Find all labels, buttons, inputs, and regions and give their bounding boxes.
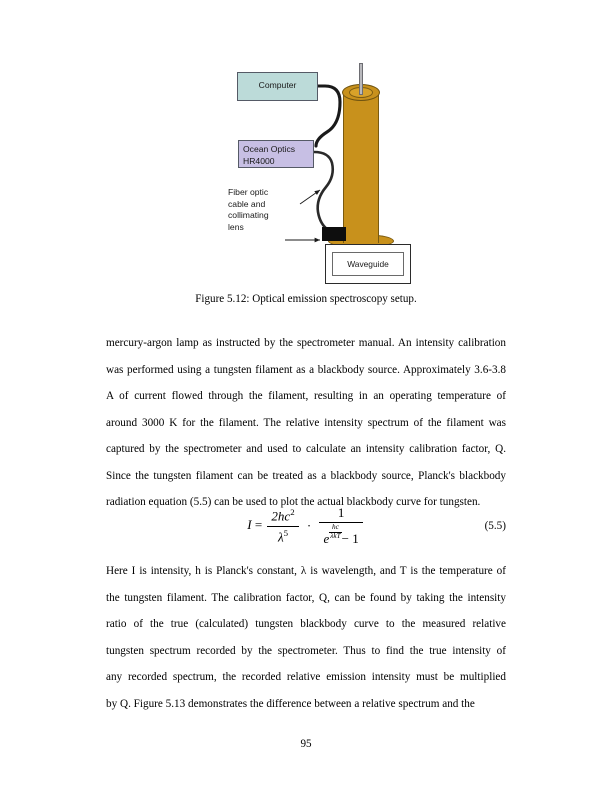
frac2-den-base: e [323, 531, 330, 547]
spectrometer-line-1: Ocean Optics [243, 144, 296, 154]
fiber-label-line-1: Fiber optic [228, 187, 269, 197]
figure-block [0, 0, 612, 320]
text-line: Here I is intensity, h is Planck's constant, λ is wavelength, and T is the temperature of [106, 565, 506, 577]
equation-multiply-dot: · [306, 518, 312, 534]
text-line: mercury-argon lamp as instructed by the spectrometer manual. An intensity calibration [106, 337, 506, 349]
frac2-exp-numerator: hc [329, 524, 341, 533]
fraction-1-denominator [267, 527, 298, 546]
text-line: any recorded spectrum, the recorded relative emission intensity must be multiplied [106, 671, 506, 683]
planck-equation [106, 505, 506, 547]
text-line: Since the tungsten filament can be treated as a blackbody source, Planck's blackbody [106, 469, 506, 482]
text-line: tungsten spectrum recorded by the spectrometer. Thus to find the true intensity of [106, 644, 506, 657]
text-line: around 3000 K for the filament. The relative intensity spectrum of the filament was [106, 416, 506, 429]
computer-box: Computer [237, 72, 318, 101]
text-line: the tungsten filament. The calibration factor, Q, can be found by taking the intensity [106, 591, 506, 604]
frac1-den-text: λ [277, 529, 284, 545]
frac2-exponent-fraction [329, 524, 341, 540]
frac1-den-exponent: 5 [283, 527, 289, 538]
text-line: was performed using a tungsten filament as a blackbody source. Approximately 3.6-3.8 [106, 363, 506, 376]
equation-equals: = [254, 517, 263, 533]
fraction-2-denominator [319, 523, 362, 547]
fraction-1-numerator [267, 507, 298, 527]
fiber-label-line-4: lens [228, 221, 244, 232]
frac1-num-text: 2hc [271, 508, 291, 524]
optical-setup-diagram [228, 62, 428, 292]
fiber-label-line-2: cable and [228, 198, 266, 209]
page-body [106, 330, 506, 516]
frac2-den-tail: − 1 [341, 531, 359, 547]
text-line: by Q. Figure 5.13 demonstrates the difference between a relative spectrum and the [106, 697, 475, 710]
equation-fraction-1 [267, 507, 298, 545]
spectrometer-line-2: HR4000 [243, 155, 275, 166]
text-line: captured by the spectrometer and used to calculate an intensity calibration factor, Q. [106, 443, 506, 455]
annotation-arrows [228, 62, 428, 292]
page-body-2 [106, 558, 506, 717]
frac2-exp-denominator: λkT [330, 531, 341, 540]
paragraph-2 [106, 558, 506, 717]
figure-caption: Figure 5.12: Optical emission spectroscopy setup. [195, 293, 417, 305]
text-line: A of current flowed through the filament, resulting in an operating temperature of [106, 390, 506, 402]
equation-number: (5.5) [484, 520, 506, 532]
fiber-cable-arrow [300, 190, 320, 204]
page-number: 95 [300, 738, 312, 750]
waveguide-label: Waveguide [332, 252, 404, 276]
fraction-2-numerator: 1 [319, 505, 362, 523]
text-line: ratio of the true (calculated) tungsten blackbody curve to the measured relative [106, 618, 506, 630]
paragraph-1 [106, 330, 506, 516]
equation-block [106, 505, 506, 553]
frac1-num-exponent: 2 [290, 507, 295, 518]
equation-fraction-2 [319, 505, 362, 547]
fiber-label-line-3: collimating [228, 210, 269, 221]
text-line: radiation equation (5.5) can be used to plot the actual blackbody curve for tungsten. [106, 496, 481, 508]
equation-lhs: I [247, 517, 252, 533]
